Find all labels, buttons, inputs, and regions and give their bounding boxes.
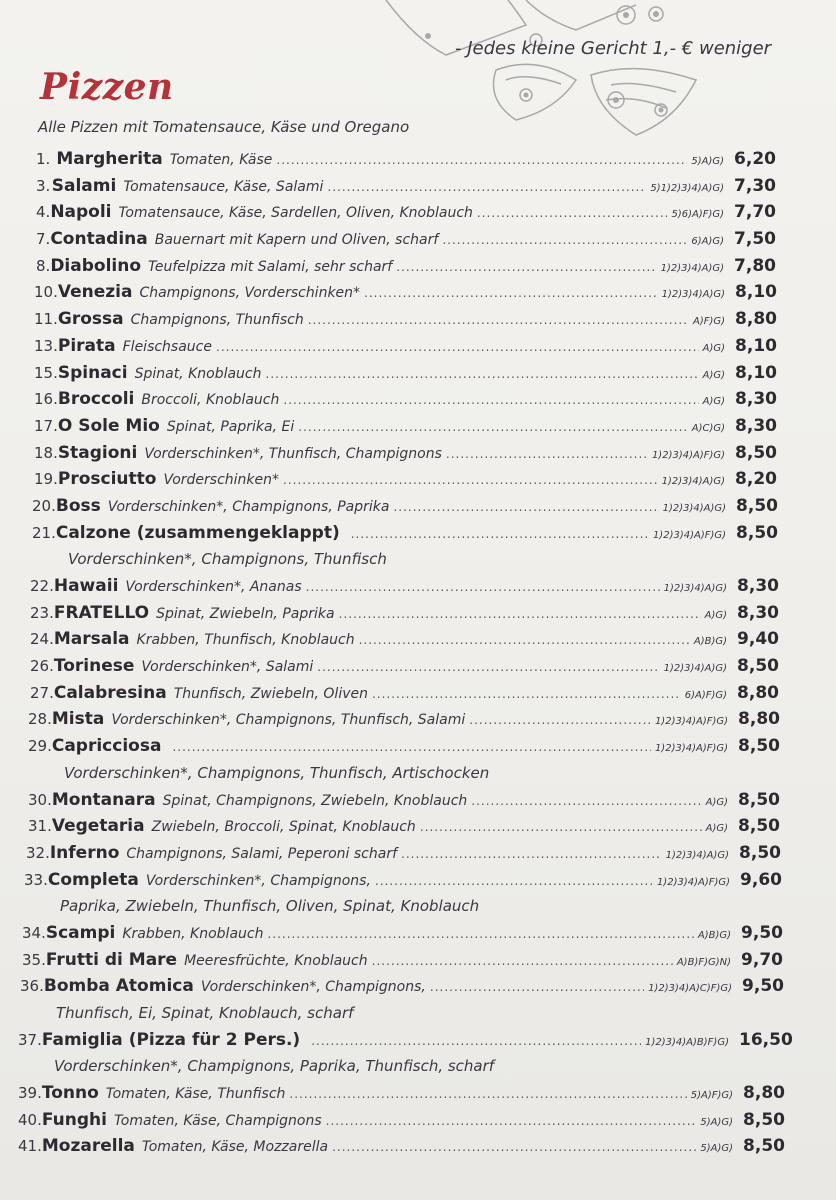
item-price: 8,50 [739,842,781,863]
item-number: 10. [34,283,58,302]
dot-leader [351,521,649,548]
item-number: 26. [30,657,54,676]
allergen-codes: 1)2)3)4)A)F)G) [654,716,729,728]
item-price: 8,30 [735,389,777,410]
item-number: 22. [30,577,54,595]
allergen-codes: 5)1)2)3)4)A)G) [650,182,725,194]
item-name: Prosciutto [57,469,157,490]
item-number: 18. [34,443,58,462]
item-price: 9,70 [741,949,783,970]
item-number: 4. [36,203,51,222]
dot-leader [306,574,660,601]
menu-item [0,626,836,653]
allergen-codes: 1)2)3)4)A)G) [665,849,730,861]
item-description-continued: Vorderschinken*, Champignons, Paprika, Thunfisch, scharf [54,1057,495,1076]
allergen-codes: A)G) [702,342,726,354]
item-name: Boss [55,495,101,516]
dot-leader [442,227,687,254]
item-description: Bauernart mit Kapern und Oliven, scharf [154,232,439,249]
item-name: Inferno [49,842,120,863]
item-name: Calzone (zusammengeklappt) [55,522,340,543]
item-name: Tonno [41,1083,99,1104]
item-price: 7,80 [734,255,776,276]
menu-item [0,413,836,440]
menu-item [0,226,836,253]
menu-item [0,333,836,360]
item-number: 15. [34,363,58,382]
dot-leader [311,1028,641,1055]
menu-item [0,573,836,600]
allergen-codes: A)G) [705,823,729,835]
item-number: 27. [30,683,54,702]
item-number: 17. [34,416,58,435]
dot-leader [332,1134,696,1161]
item-description: Champignons, Salami, Peperoni scharf [126,845,398,862]
allergen-codes: A)C)G) [691,422,726,434]
menu-item [0,787,836,814]
item-description-continued: Vorderschinken*, Champignons, Thunfisch [68,550,387,569]
allergen-codes: 1)2)3)4)A)G) [663,663,728,675]
item-price: 8,80 [738,709,780,730]
menu-item [0,146,836,173]
item-name: Diabolino [50,255,142,276]
item-description: Spinat, Knoblauch [134,365,262,382]
item-price: 8,80 [735,309,777,330]
item-name: Frutti di Mare [45,949,178,970]
menu-item [0,840,836,867]
dot-leader [267,921,693,948]
dot-leader [430,974,644,1001]
dot-leader [359,627,690,654]
menu-item [0,279,836,306]
item-description: Vorderschinken*, Champignons, [200,979,426,996]
item-price: 7,50 [734,229,776,250]
item-price: 9,50 [741,922,783,943]
item-description: Tomatensauce, Käse, Sardellen, Oliven, Knoblauch [118,205,473,222]
allergen-codes: A)F)G) [693,316,726,328]
item-number: 29. [28,737,52,756]
item-price: 8,80 [743,1083,785,1104]
item-name: Vegetaria [51,816,145,837]
dot-leader [327,174,646,201]
item-number: 11. [34,310,58,329]
menu-item [0,306,836,333]
item-number: 33. [24,870,48,889]
item-description: Fleischsauce [122,338,212,355]
item-description: Krabben, Knoblauch [122,925,264,942]
dot-leader [283,467,658,494]
item-name: Marsala [53,629,130,650]
item-name: Funghi [41,1109,107,1130]
dot-leader [446,441,648,468]
dot-leader [172,734,650,761]
dot-leader [393,494,658,521]
item-number: 39. [18,1084,42,1103]
menu-item [0,493,836,520]
dot-leader [372,948,673,975]
allergen-codes: A)G) [705,796,729,808]
allergen-codes: A)G) [704,609,728,621]
item-price: 8,30 [737,576,779,596]
item-price: 9,60 [740,869,782,890]
menu-item [0,680,836,707]
item-price: 8,50 [735,442,777,463]
allergen-codes: 1)2)3)4)A)F)G) [654,743,729,755]
menu-item [0,947,836,974]
dot-leader [276,147,687,174]
item-number: 31. [28,817,52,836]
item-name: Stagioni [57,442,138,463]
item-number: 20. [32,496,56,515]
item-description-continued: Vorderschinken*, Champignons, Thunfisch, Artischocken [64,763,490,782]
item-name: Mista [51,709,105,730]
item-description-continued: Thunfisch, Ei, Spinat, Knoblauch, scharf [56,1004,354,1022]
item-price: 7,70 [734,202,776,223]
menu-item [0,813,836,840]
item-price: 8,50 [737,656,779,677]
item-description: Teufelpizza mit Salami, sehr scharf [148,258,393,275]
menu-item [0,199,836,226]
item-name: Hawaii [53,576,119,596]
menu-item [0,920,836,947]
item-description: Vorderschinken*, Champignons, Paprika [107,498,390,515]
allergen-codes: 6)A)G) [691,236,725,248]
item-name: Napoli [50,202,112,223]
item-price: 8,50 [736,522,778,543]
item-number: 24. [30,630,54,649]
menu-item [0,253,836,280]
pizza-menu-list [0,146,836,1160]
item-description: Tomaten, Käse [169,152,273,168]
item-name: Spinaci [57,362,128,383]
allergen-codes: 5)A)F)G) [690,1090,734,1102]
item-name: Venezia [57,282,133,303]
allergen-codes: 1)2)3)4)A)G) [663,583,728,594]
item-price: 8,50 [743,1109,785,1130]
item-number: 36. [20,977,44,996]
item-name: Montanara [51,789,156,810]
item-description: Vorderschinken*, Champignons, Thunfisch, Salami [111,712,466,729]
item-description: Vorderschinken*, Ananas [125,579,302,595]
section-subtitle: Alle Pizzen mit Tomatensauce, Käse und Oregano [38,118,410,136]
item-description: Vorderschinken* [163,472,280,489]
allergen-codes: A)G) [702,369,726,381]
item-price: 8,30 [735,415,777,436]
allergen-codes: 1)2)3)4)A)G) [660,262,725,274]
item-description: Tomaten, Käse, Champignons [113,1112,322,1129]
item-name: O Sole Mio [57,415,160,436]
item-name: FRATELLO [53,602,150,623]
menu-item [0,440,836,467]
item-description: Spinat, Paprika, Ei [166,418,295,435]
dot-leader [308,307,689,334]
item-description: Spinat, Zwiebeln, Paprika [156,605,335,622]
dot-leader [469,707,651,734]
allergen-codes: A)B)F)G)N) [676,956,732,968]
item-number: 40. [18,1110,42,1129]
item-number: 35. [22,950,46,969]
item-price: 8,50 [738,816,780,837]
item-number: 21. [32,523,56,542]
item-price: 8,10 [735,362,777,383]
dot-leader [372,681,681,708]
allergen-codes: 1)2)3)4)A)B)F)G) [645,1036,729,1048]
item-price: 8,20 [735,469,777,490]
item-description: Meeresfrüchte, Knoblauch [184,952,368,969]
item-price: 8,80 [737,682,779,703]
allergen-codes: A)B)G) [693,636,728,648]
discount-note: - Jedes kleine Gericht 1,- € weniger [455,38,772,59]
menu-item [0,466,836,493]
item-description: Tomaten, Käse, Thunfisch [105,1086,286,1103]
item-number: 34. [22,923,46,942]
item-description: Champignons, Thunfisch [130,312,304,329]
item-number: 23. [30,603,54,622]
menu-item [0,653,836,680]
allergen-codes: 5)A)G) [700,1116,734,1128]
dot-leader [216,334,699,361]
item-name: Contadina [50,229,148,250]
item-description: Thunfisch, Zwiebeln, Oliven [173,685,368,702]
menu-item [0,1133,836,1160]
dot-leader [326,1108,697,1135]
item-price: 8,30 [737,602,779,623]
allergen-codes: 1)2)3)4)A)F)G) [656,876,731,888]
allergen-codes: 1)2)3)4)A)G) [661,476,726,488]
item-price: 8,50 [743,1136,785,1157]
item-price: 7,30 [734,175,776,196]
item-name: Calabresina [53,682,167,703]
allergen-codes: 1)2)3)4)A)F)G) [651,449,726,461]
dot-leader [477,200,668,227]
dot-leader [375,868,653,895]
item-number: 16. [34,390,58,409]
item-name: Scampi [45,922,116,943]
pizza-illustration [376,0,716,140]
item-name: Completa [47,869,139,890]
allergen-codes: 1)2)3)4)A)G) [662,502,727,514]
item-price: 8,10 [735,335,777,356]
dot-leader [289,1081,686,1108]
item-name: Pirata [57,335,116,356]
dot-leader [283,387,698,414]
dot-leader [339,601,701,628]
item-price: 8,50 [738,736,780,757]
item-description: Vorderschinken*, Thunfisch, Champignons [144,445,442,462]
item-description: Vorderschinken*, Champignons, [145,872,371,889]
item-number: 37. [18,1030,42,1049]
item-name: Mozarella [41,1136,135,1157]
item-number: 13. [34,336,58,355]
menu-item [0,386,836,413]
section-title: Pizzen [40,66,174,108]
allergen-codes: 5)A)G) [691,156,725,167]
item-price: 8,10 [735,282,777,303]
menu-item [0,173,836,200]
item-number: 1. [36,150,51,168]
item-description: Broccoli, Knoblauch [141,392,280,409]
dot-leader [364,280,658,307]
menu-item [0,1080,836,1107]
item-name: Torinese [53,656,135,677]
menu-item [0,973,836,1000]
item-description: Tomaten, Käse, Mozzarella [141,1139,329,1156]
menu-item [0,1027,836,1054]
item-price: 8,50 [736,495,778,516]
dot-leader [396,254,656,281]
allergen-codes: A)B)G) [697,929,732,941]
allergen-codes: 5)A)G) [700,1143,734,1155]
allergen-codes: 5)6)A)F)G) [671,209,725,221]
dot-leader [471,788,701,815]
menu-item [0,733,836,760]
item-price: 9,40 [737,629,779,650]
menu-item [0,706,836,733]
menu-item [0,360,836,387]
item-number: 3. [36,176,51,195]
item-description: Zwiebeln, Broccoli, Spinat, Knoblauch [151,819,416,836]
menu-item [0,600,836,627]
item-name: Margherita [56,149,163,169]
item-price: 8,50 [738,789,780,810]
item-number: 28. [28,710,52,729]
allergen-codes: 1)2)3)4)A)C)F)G) [648,983,733,995]
item-number: 19. [34,470,58,489]
item-name: Broccoli [57,389,135,410]
item-number: 30. [28,790,52,809]
item-description: Tomatensauce, Käse, Salami [123,178,324,195]
item-name: Bomba Atomica [43,976,194,997]
allergen-codes: 1)2)3)4)A)F)G) [652,529,727,541]
dot-leader [420,814,702,841]
item-description: Spinat, Champignons, Zwiebeln, Knoblauch [162,792,468,809]
dot-leader [317,654,659,681]
dot-leader [298,414,688,441]
item-name: Grossa [57,309,124,330]
menu-item [0,1107,836,1134]
item-description: Champignons, Vorderschinken* [139,285,361,302]
item-description-continued: Paprika, Zwiebeln, Thunfisch, Oliven, Spinat, Knoblauch [60,897,480,916]
dot-leader [266,361,699,388]
item-number: 32. [26,843,50,862]
item-price: 16,50 [739,1029,793,1050]
allergen-codes: 1)2)3)4)A)G) [661,289,726,301]
allergen-codes: A)G) [702,396,726,408]
allergen-codes: 6)A)F)G) [684,689,728,701]
dot-leader [401,841,662,868]
item-description: Krabben, Thunfisch, Knoblauch [136,632,355,649]
item-name: Famiglia (Pizza für 2 Pers.) [41,1029,301,1050]
item-number: 41. [18,1137,42,1156]
item-name: Salami [51,175,117,196]
item-number: 7. [36,230,51,249]
item-description: Vorderschinken*, Salami [141,659,314,676]
menu-item [0,520,836,547]
item-price: 9,50 [742,976,784,997]
item-name: Capricciosa [51,736,162,757]
menu-item [0,867,836,894]
item-price: 6,20 [734,149,776,169]
item-number: 8. [36,256,51,275]
